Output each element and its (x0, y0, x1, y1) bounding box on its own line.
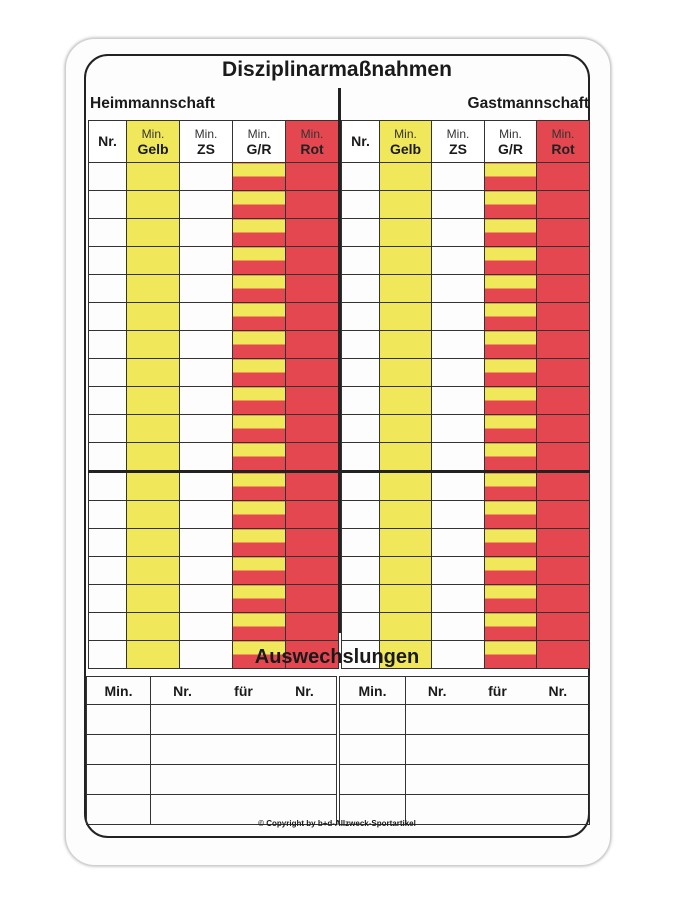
substitution-row (87, 735, 337, 765)
entry-cell[interactable] (485, 415, 537, 443)
entry-cell[interactable] (537, 529, 590, 557)
entry-cell[interactable] (233, 359, 286, 387)
entry-cell[interactable] (537, 472, 590, 501)
column-header-label: ZS (197, 140, 215, 157)
substitution-row (340, 705, 590, 735)
entry-cell[interactable] (380, 613, 432, 641)
guest-discipline-table (341, 120, 590, 669)
entry-cell[interactable] (127, 415, 180, 443)
entry-cell[interactable] (233, 303, 286, 331)
entry-cell[interactable] (380, 443, 432, 472)
entry-cell[interactable] (380, 501, 432, 529)
entry-cell[interactable] (380, 303, 432, 331)
table-row (342, 359, 590, 387)
table-row (89, 472, 339, 501)
entry-cell[interactable] (180, 529, 233, 557)
entry-cell[interactable] (432, 387, 485, 415)
entry-cell[interactable] (537, 219, 590, 247)
entry-cell[interactable] (89, 219, 127, 247)
column-header-min: Min. (446, 126, 470, 141)
entry-cell[interactable] (432, 331, 485, 359)
column-header (233, 121, 286, 163)
entry-cell[interactable] (89, 275, 127, 303)
table-row (89, 557, 339, 585)
column-header-min: Min. (247, 126, 271, 141)
entry-cell[interactable] (89, 585, 127, 613)
entry-cell[interactable] (485, 585, 537, 613)
entry-cell[interactable] (87, 705, 151, 735)
entry-cell[interactable] (485, 472, 537, 501)
entry-cell[interactable] (127, 585, 180, 613)
table-row (89, 303, 339, 331)
guest-substitutions-table (339, 676, 590, 825)
column-header-label: Nr. (98, 133, 117, 149)
entry-cell[interactable] (286, 331, 339, 359)
table-row (342, 219, 590, 247)
entry-cell[interactable] (537, 359, 590, 387)
sub-header-players (406, 677, 590, 705)
entry-cell[interactable] (432, 557, 485, 585)
sub-header-label: für (488, 682, 507, 699)
entry-cell[interactable] (342, 387, 380, 415)
table-row (342, 529, 590, 557)
entry-cell[interactable] (406, 735, 590, 765)
table-row (89, 191, 339, 219)
home-team-label: Heimmannschaft (90, 95, 215, 112)
entry-cell[interactable] (380, 247, 432, 275)
entry-cell[interactable] (180, 163, 233, 191)
column-header (432, 121, 485, 163)
column-header-min: Min. (300, 126, 324, 141)
table-row (342, 443, 590, 472)
entry-cell[interactable] (89, 472, 127, 501)
entry-cell[interactable] (233, 613, 286, 641)
entry-cell[interactable] (342, 163, 380, 191)
column-header-label: G/R (246, 140, 272, 157)
entry-cell[interactable] (537, 275, 590, 303)
sub-header-label: Nr. (295, 682, 314, 699)
entry-cell[interactable] (180, 472, 233, 501)
entry-cell[interactable] (233, 247, 286, 275)
entry-cell[interactable] (127, 557, 180, 585)
entry-cell[interactable] (537, 191, 590, 219)
entry-cell[interactable] (286, 529, 339, 557)
entry-cell[interactable] (286, 359, 339, 387)
entry-cell[interactable] (180, 247, 233, 275)
entry-cell[interactable] (233, 219, 286, 247)
entry-cell[interactable] (342, 529, 380, 557)
entry-cell[interactable] (286, 557, 339, 585)
sub-header-label: für (234, 682, 253, 699)
entry-cell[interactable] (342, 331, 380, 359)
entry-cell[interactable] (180, 275, 233, 303)
column-header-min: Min. (394, 126, 417, 141)
table-row (342, 331, 590, 359)
entry-cell[interactable] (286, 472, 339, 501)
entry-cell[interactable] (180, 387, 233, 415)
entry-cell[interactable] (286, 303, 339, 331)
entry-cell[interactable] (87, 765, 151, 795)
entry-cell[interactable] (89, 557, 127, 585)
entry-cell[interactable] (485, 501, 537, 529)
entry-cell[interactable] (233, 331, 286, 359)
entry-cell[interactable] (127, 303, 180, 331)
sub-header-min: Min. (340, 677, 406, 705)
entry-cell[interactable] (342, 275, 380, 303)
entry-cell[interactable] (286, 387, 339, 415)
entry-cell[interactable] (233, 163, 286, 191)
table-row (89, 219, 339, 247)
table-row (89, 613, 339, 641)
entry-cell[interactable] (180, 303, 233, 331)
table-row (342, 303, 590, 331)
entry-cell[interactable] (342, 415, 380, 443)
entry-cell[interactable] (180, 613, 233, 641)
entry-cell[interactable] (233, 585, 286, 613)
entry-cell[interactable] (537, 585, 590, 613)
entry-cell[interactable] (127, 219, 180, 247)
entry-cell[interactable] (127, 472, 180, 501)
entry-cell[interactable] (485, 529, 537, 557)
entry-cell[interactable] (127, 529, 180, 557)
guest-team-label: Gastmannschaft (467, 95, 589, 112)
column-header (127, 121, 180, 163)
entry-cell[interactable] (286, 501, 339, 529)
entry-cell[interactable] (286, 163, 339, 191)
table-row (89, 585, 339, 613)
entry-cell[interactable] (180, 585, 233, 613)
column-header (286, 121, 339, 163)
table-row (342, 585, 590, 613)
entry-cell[interactable] (340, 705, 406, 735)
entry-cell[interactable] (406, 765, 590, 795)
entry-cell[interactable] (485, 247, 537, 275)
entry-cell[interactable] (432, 415, 485, 443)
column-header-min: Min. (499, 126, 522, 141)
entry-cell[interactable] (342, 472, 380, 501)
column-header-label: Rot (551, 140, 575, 157)
entry-cell[interactable] (233, 472, 286, 501)
entry-cell[interactable] (432, 529, 485, 557)
substitution-row (340, 735, 590, 765)
table-row (342, 163, 590, 191)
table-row (342, 191, 590, 219)
entry-cell[interactable] (233, 415, 286, 443)
entry-cell[interactable] (286, 613, 339, 641)
column-header (485, 121, 537, 163)
entry-cell[interactable] (485, 331, 537, 359)
entry-cell[interactable] (485, 359, 537, 387)
entry-cell[interactable] (380, 472, 432, 501)
entry-cell[interactable] (485, 557, 537, 585)
entry-cell[interactable] (180, 191, 233, 219)
column-header-min: Min. (194, 126, 218, 141)
entry-cell[interactable] (127, 387, 180, 415)
entry-cell[interactable] (537, 443, 590, 472)
substitution-row (340, 765, 590, 795)
entry-cell[interactable] (537, 163, 590, 191)
entry-cell[interactable] (180, 443, 233, 472)
entry-cell[interactable] (127, 443, 180, 472)
table-row (89, 387, 339, 415)
entry-cell[interactable] (89, 501, 127, 529)
table-row (89, 501, 339, 529)
team-divider (338, 88, 341, 633)
copyright-notice: © Copyright by b+d-Allzweck-Sportartikel (258, 819, 416, 828)
entry-cell[interactable] (406, 705, 590, 735)
entry-cell[interactable] (89, 415, 127, 443)
entry-cell[interactable] (180, 415, 233, 443)
entry-cell[interactable] (432, 247, 485, 275)
entry-cell[interactable] (89, 247, 127, 275)
entry-cell[interactable] (380, 163, 432, 191)
entry-cell[interactable] (342, 247, 380, 275)
card-title: Disziplinarmaßnahmen (222, 58, 452, 81)
entry-cell[interactable] (380, 275, 432, 303)
column-header-min: Min. (141, 126, 165, 141)
entry-cell[interactable] (380, 529, 432, 557)
entry-cell[interactable] (537, 387, 590, 415)
table-row (89, 275, 339, 303)
entry-cell[interactable] (380, 359, 432, 387)
entry-cell[interactable] (432, 613, 485, 641)
entry-cell[interactable] (485, 163, 537, 191)
table-row (89, 331, 339, 359)
table-row (342, 472, 590, 501)
entry-cell[interactable] (485, 191, 537, 219)
entry-cell[interactable] (89, 331, 127, 359)
table-row (89, 529, 339, 557)
entry-cell[interactable] (485, 303, 537, 331)
entry-cell[interactable] (432, 585, 485, 613)
entry-cell[interactable] (286, 275, 339, 303)
entry-cell[interactable] (342, 585, 380, 613)
entry-cell[interactable] (342, 359, 380, 387)
entry-cell[interactable] (342, 613, 380, 641)
column-header (180, 121, 233, 163)
entry-cell[interactable] (286, 443, 339, 472)
entry-cell[interactable] (432, 163, 485, 191)
entry-cell[interactable] (342, 501, 380, 529)
entry-cell[interactable] (233, 557, 286, 585)
entry-cell[interactable] (89, 529, 127, 557)
column-header (537, 121, 590, 163)
entry-cell[interactable] (432, 501, 485, 529)
entry-cell[interactable] (342, 219, 380, 247)
entry-cell[interactable] (233, 501, 286, 529)
entry-cell[interactable] (537, 247, 590, 275)
entry-cell[interactable] (380, 219, 432, 247)
table-row (89, 359, 339, 387)
table-row (342, 501, 590, 529)
table-row (89, 443, 339, 472)
sub-header-label: Nr. (548, 682, 568, 699)
sub-header-label: Nr. (427, 682, 447, 699)
entry-cell[interactable] (286, 247, 339, 275)
entry-cell[interactable] (537, 557, 590, 585)
entry-cell[interactable] (89, 387, 127, 415)
sub-header-min: Min. (87, 677, 151, 705)
entry-cell[interactable] (485, 613, 537, 641)
entry-cell[interactable] (127, 275, 180, 303)
table-row (89, 247, 339, 275)
entry-cell[interactable] (127, 331, 180, 359)
column-header-label: Nr. (351, 133, 370, 149)
substitutions-title: Auswechslungen (254, 646, 420, 668)
entry-cell[interactable] (432, 303, 485, 331)
entry-cell[interactable] (151, 705, 337, 735)
entry-cell[interactable] (89, 443, 127, 472)
entry-cell[interactable] (233, 191, 286, 219)
entry-cell[interactable] (432, 472, 485, 501)
entry-cell[interactable] (380, 331, 432, 359)
entry-cell[interactable] (342, 557, 380, 585)
substitution-row (87, 705, 337, 735)
entry-cell[interactable] (127, 247, 180, 275)
sub-header-players (151, 677, 337, 705)
entry-cell[interactable] (127, 163, 180, 191)
entry-cell[interactable] (485, 387, 537, 415)
entry-cell[interactable] (286, 191, 339, 219)
entry-cell[interactable] (432, 359, 485, 387)
entry-cell[interactable] (89, 163, 127, 191)
entry-cell[interactable] (537, 613, 590, 641)
entry-cell[interactable] (233, 529, 286, 557)
entry-cell[interactable] (180, 219, 233, 247)
entry-cell[interactable] (89, 303, 127, 331)
entry-cell[interactable] (380, 415, 432, 443)
entry-cell[interactable] (233, 443, 286, 472)
entry-cell[interactable] (127, 501, 180, 529)
column-header-label: G/R (498, 140, 523, 157)
entry-cell[interactable] (342, 303, 380, 331)
entry-cell[interactable] (286, 219, 339, 247)
column-header (380, 121, 432, 163)
entry-cell[interactable] (340, 735, 406, 765)
entry-cell[interactable] (286, 415, 339, 443)
entry-cell[interactable] (537, 501, 590, 529)
entry-cell[interactable] (233, 387, 286, 415)
sub-header-label: Nr. (173, 682, 192, 699)
entry-cell[interactable] (380, 191, 432, 219)
entry-cell[interactable] (180, 359, 233, 387)
entry-cell[interactable] (180, 501, 233, 529)
entry-cell[interactable] (127, 191, 180, 219)
column-header (342, 121, 380, 163)
entry-cell[interactable] (233, 275, 286, 303)
entry-cell[interactable] (151, 765, 337, 795)
column-header-label: Gelb (137, 140, 169, 157)
entry-cell[interactable] (380, 557, 432, 585)
entry-cell[interactable] (485, 219, 537, 247)
entry-cell[interactable] (380, 585, 432, 613)
entry-cell[interactable] (89, 191, 127, 219)
table-row (342, 557, 590, 585)
entry-cell[interactable] (432, 191, 485, 219)
entry-cell[interactable] (286, 585, 339, 613)
table-row (342, 415, 590, 443)
entry-cell[interactable] (180, 557, 233, 585)
table-row (89, 415, 339, 443)
entry-cell[interactable] (342, 443, 380, 472)
column-header-label: ZS (449, 140, 467, 157)
entry-cell[interactable] (89, 359, 127, 387)
table-row (342, 613, 590, 641)
entry-cell[interactable] (537, 331, 590, 359)
home-substitutions-table (86, 676, 337, 825)
table-row (342, 275, 590, 303)
entry-cell[interactable] (340, 765, 406, 795)
entry-cell[interactable] (342, 191, 380, 219)
entry-cell[interactable] (485, 443, 537, 472)
entry-cell[interactable] (485, 275, 537, 303)
entry-cell[interactable] (127, 359, 180, 387)
column-header-min: Min. (551, 126, 575, 141)
entry-cell[interactable] (127, 613, 180, 641)
entry-cell[interactable] (151, 735, 337, 765)
entry-cell[interactable] (432, 275, 485, 303)
table-row (89, 163, 339, 191)
entry-cell[interactable] (87, 735, 151, 765)
entry-cell[interactable] (180, 331, 233, 359)
table-row (342, 387, 590, 415)
column-header (89, 121, 127, 163)
column-header-label: Gelb (389, 140, 422, 157)
column-header-label: Rot (300, 140, 324, 157)
entry-cell[interactable] (89, 613, 127, 641)
table-row (342, 247, 590, 275)
entry-cell[interactable] (537, 415, 590, 443)
entry-cell[interactable] (432, 443, 485, 472)
entry-cell[interactable] (432, 219, 485, 247)
entry-cell[interactable] (380, 387, 432, 415)
substitution-row (87, 765, 337, 795)
home-discipline-table (88, 120, 339, 669)
entry-cell[interactable] (537, 303, 590, 331)
